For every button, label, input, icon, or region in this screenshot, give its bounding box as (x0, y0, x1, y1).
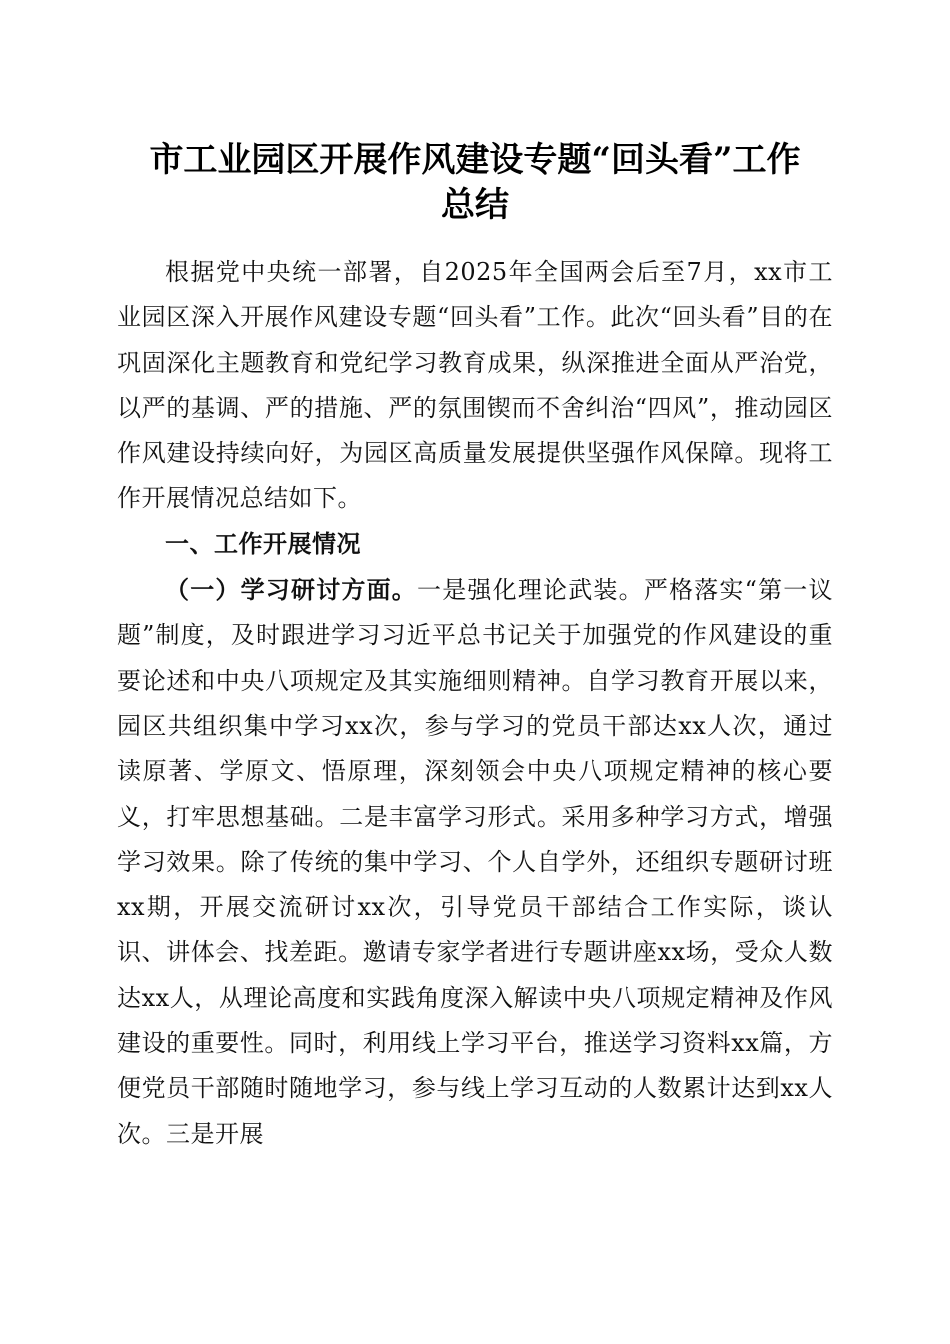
document-body (117, 250, 833, 1157)
intro-paragraph: 根据党中央统一部署，自2025年全国两会后至7月，xx市工业园区深入开展作风建设专题“回头看”工作。此次“回头看”目的在巩固深化主题教育和党纪学习教育成果，纵深推进全面从严治党，以严的基调、严的措施、严的氛围锲而不舍纠治“四风”，推动园区作风建设持续向好，为园区高质量发展提供坚强作风保障。现将工作开展情况总结如下。 (117, 258, 833, 513)
subsection-heading: （一）学习研讨方面。 (165, 575, 418, 605)
section-heading: 一、工作开展情况 (165, 529, 361, 558)
subsection-body: 一是强化理论武装。严格落实“第一议题”制度，及时跟进学习习近平总书记关于加强党的作风建设的重要论述和中央八项规定及其实施细则精神。自学习教育开展以来，园区共组织集中学习xx次，参与学习的党员干部达xx人次，通过读原著、学原文、悟原理，深刻领会中央八项规定精神的核心要义，打牢思想基础。二是丰富学习形式。采用多种学习方式，增强学习效果。除了传统的集中学习、个人自学外，还组织专题研讨班xx期，开展交流研讨xx次，引导党员干部结合工作实际，谈认识、讲体会、找差距。邀请专家学者进行专题讲座xx场，受众人数达xx人，从理论高度和实践角度深入解读中央八项规定精神及作风建设的重要性。同时，利用线上学习平台，推送学习资料xx篇，方便党员干部随时随地学习，参与线上学习互动的人数累计达到xx人次。三是开展 (117, 576, 833, 1148)
subsection-paragraph (117, 567, 833, 1157)
document-title-line2: 总结 (441, 185, 509, 225)
document-title-line1: 市工业园区开展作风建设专题“回头看”工作 (149, 140, 801, 180)
